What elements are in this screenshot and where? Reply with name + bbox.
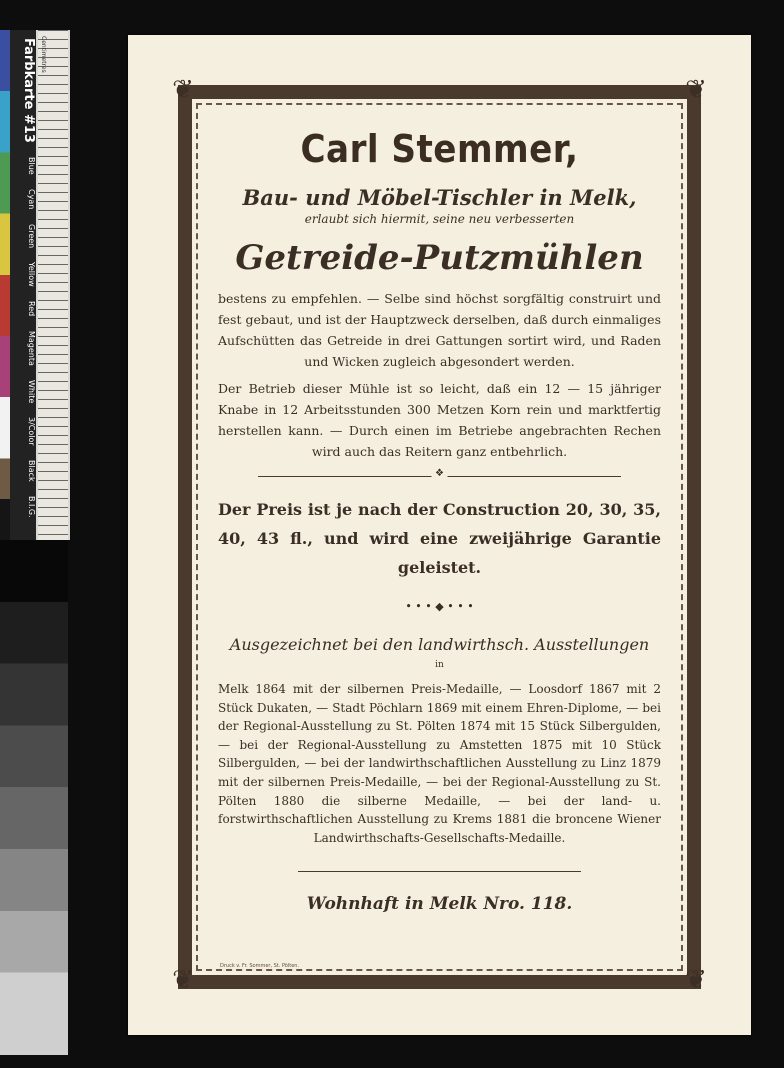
product-title: Getreide-Putzmühlen xyxy=(235,238,644,278)
ornamental-divider xyxy=(258,476,621,477)
color-label-3color: 3/Color xyxy=(27,417,36,447)
awards-list: Melk 1864 mit der silbernen Preis-Medaille, — Loosdorf 1867 mit 2 Stück Dukaten, — Stadt Pöchlarn 1869 mit einem Ehren-Diplome, — bei der Regional-Ausstellung zu St. Pölten 1874 mit 15 Stück Silbergulden, — bei der Regional-Ausstellung zu Amstetten 1875 mit 10 Stück Silbergulden, — bei der landwirthschaftlichen Ausstellung zu Linz 1879 mit der silbernen Preis-Medaille, — bei der Regional-Ausstellung zu St. Pölten 1880 die silberne Medaille, — bei der land- u. forstwirthschaftlichen Ausstellung zu Krems 1881 die broncene Wiener Landwirthschafts-Gesellschafts-Medaille. xyxy=(218,682,661,845)
dotted-divider: • • • ◆ • • • xyxy=(405,600,474,613)
color-label-cyan: Cyan xyxy=(27,189,36,210)
color-label-blue: Blue xyxy=(27,157,36,175)
plain-divider xyxy=(298,871,581,872)
color-swatches xyxy=(0,30,10,540)
address-line: Wohnhaft in Melk Nro. 118. xyxy=(306,894,573,915)
color-card-label-strip xyxy=(10,30,36,540)
printer-imprint: Druck v. Fr. Sommer, St. Pölten. xyxy=(220,963,300,969)
ruler-units: Centimetres xyxy=(40,36,47,73)
corner-ornament-icon: ❦ xyxy=(172,965,194,995)
color-card-labels xyxy=(16,38,36,518)
exhibitions-heading: Ausgezeichnet bei den landwirthsch. Ausstellungen xyxy=(229,635,650,654)
color-label-magenta: Magenta xyxy=(27,330,36,366)
color-card xyxy=(0,30,70,540)
ruler xyxy=(38,30,68,540)
intro-line: erlaubt sich hiermit, seine neu verbesserten xyxy=(304,212,575,226)
poster-content xyxy=(218,127,661,914)
maker-trade: Bau- und Möbel-Tischler in Melk, xyxy=(242,185,637,210)
color-label-green: Green xyxy=(27,223,36,249)
exhibitions-in: in xyxy=(435,660,444,670)
color-label-white: White xyxy=(27,379,36,404)
corner-ornament-icon: ❦ xyxy=(685,75,707,105)
color-label-yellow: Yellow xyxy=(27,262,36,287)
color-label-black: Black xyxy=(27,460,36,482)
poster-sheet xyxy=(128,35,751,1035)
corner-ornament-icon: ❦ xyxy=(172,75,194,105)
maker-name: Carl Stemmer, xyxy=(300,127,579,171)
greyscale-strip xyxy=(0,540,68,1055)
color-card-maker: B.I.G. xyxy=(27,496,36,518)
description-paragraph: bestens zu empfehlen. — Selbe sind höchst sorgfältig construirt und fest gebaut, und ist der Hauptzweck derselben, daß durch einmaliges Aufschütten das Getreide in drei Gattungen sortirt wird, und Raden und Wicken zugleich abgesondert werden. xyxy=(218,291,661,369)
color-card-title: Farbkarte #13 xyxy=(21,38,36,143)
color-label-red: Red xyxy=(27,301,36,317)
price-statement: Der Preis ist je nach der Construction 20, 30, 35, 40, 43 fl., und wird eine zweijährige Garantie geleistet. xyxy=(218,500,661,577)
operation-paragraph: Der Betrieb dieser Mühle ist so leicht, daß ein 12 — 15 jähriger Knabe in 12 Arbeitsstunden 300 Metzen Korn rein und marktfertig herstellen kann. — Durch einen im Betriebe angebrachten Rechen wird auch das Reitern ganz entbehrlich. xyxy=(218,381,661,459)
corner-ornament-icon: ❦ xyxy=(685,965,707,995)
